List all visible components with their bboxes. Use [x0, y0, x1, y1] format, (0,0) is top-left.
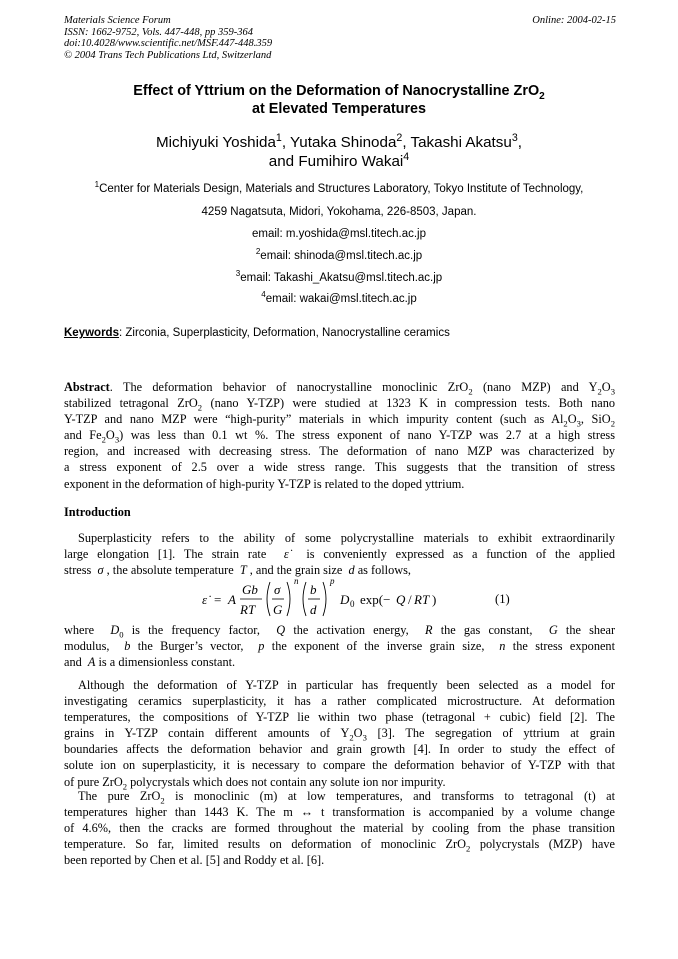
svg-text:Q: Q	[396, 592, 406, 607]
section-heading-introduction: Introduction	[64, 505, 131, 519]
keywords-label: Keywords	[64, 327, 119, 339]
svg-text:A: A	[228, 592, 236, 607]
svg-text:D: D	[340, 592, 350, 607]
svg-text:RT: RT	[240, 602, 256, 617]
svg-text:0: 0	[350, 599, 355, 609]
affiliation-line1: $^1$Center for Materials Design, Materials and Structures Laboratory, Tokyo Institute of Technology,	[94, 180, 584, 195]
email-3: $^3$email: Takashi_Akatsu@msl.titech.ac.jp	[235, 269, 443, 284]
svg-text:RT: RT	[414, 592, 430, 607]
abstract: Abstract. The deformation behavior of nanocrystalline monoclinic ZrO$_2$ (nano MZP) and $Y_2O_3$ stabilized tetragonal ZrO$_2$ (nano Y-TZP) were studied at 1323 K in compression tests. Both nano Y-TZP and nano MZP were “high-purity” materials in which impurity content (such as $Al_2O_3$, SiO$_2$ and $Fe_2O_3$) was less than 0.1 wt %. The stress exponent of nano Y-TZP was 2.7 at a high stress region, and increased with decreasing stress. The deformation of nano MZP was characterized by a stress exponent of 2.5 over a wide stress range. This suggests that the transition of stress exponent in the deformation of high-purity Y-TZP is related to the doped yttrium.	[64, 380, 615, 491]
svg-text:=: =	[214, 592, 222, 607]
intro-paragraph-3: Although the deformation of Y-TZP in particular has frequently been selected as a model for investigating ceramics superplasticity, it has a rather complicated microstructure. At deformation temperatures, the compositions of Y-TZP lie within two phase (tetragonal + cubic) field [2]. The grains in Y-TZP contain different amounts of $Y_2O_3$ [3]. The segregation of yttrium at grain boundaries affects the deformation behavior and grain growth [4]. In order to study the effect of solute ion on superplasticity, it is necessary to compare the deformation behavior of Y-TZP with that of pure ZrO$_2$ polycrystals which does not contain any solute ion nor impurity.	[64, 678, 615, 792]
svg-text:n: n	[294, 576, 299, 586]
email-4: $^4$email: wakai@msl.titech.ac.jp	[261, 290, 417, 305]
svg-text:G: G	[273, 602, 283, 617]
svg-text:): )	[432, 592, 437, 607]
svg-text:Gb: Gb	[242, 582, 258, 597]
keywords: Keywords: Zirconia, Superplasticity, Deformation, Nanocrystalline ceramics	[64, 327, 450, 339]
email-2: $^2$email: shinoda@msl.titech.ac.jp	[255, 247, 423, 262]
authors: Michiyuki Yoshida$^1$, Yutaka Shinoda$^2$, Takashi Akatsu$^3$, and Fumihiro Wakai$^4$	[156, 131, 522, 170]
paper-title: Effect of Yttrium on the Deformation of Nanocrystalline ZrO$_2$ at Elevated Temperatures	[133, 83, 545, 117]
email-1: email: m.yoshida@msl.titech.ac.jp	[251, 228, 426, 240]
svg-text:d: d	[310, 602, 317, 617]
intro-paragraph-4: The pure ZrO$_2$ is monoclinic (m) at low temperatures, and transforms to tetragonal (t) at temperatures higher than 1443 K. The m ↔ t transformation is accompanied by a volume change of 4.6%, then the cracks are formed throughout the material by cooling from the phase transition temperature. So far, limited results on deformation of monoclinic ZrO$_2$ polycrystals (MZP) have been reported by Chen et al. [5] and Roddy et al. [6].	[64, 789, 616, 868]
svg-text:σ: σ	[274, 582, 281, 597]
journal-header	[64, 15, 616, 61]
svg-text:ε̇: ε̇	[202, 592, 208, 607]
intro-paragraph-1: Superplasticity refers to the ability of some polycrystalline materials to exhibit extraordinarily large elongation [1]. The strain rate ε̇ is conveniently expressed as a function of the applied stress σ , the absolute temperature T , and the grain size d as follows,	[64, 531, 616, 578]
svg-text:exp(−: exp(−	[360, 592, 391, 607]
strain-rate-equation	[200, 574, 490, 620]
equation-number: (1)	[495, 592, 510, 606]
equation-1	[200, 574, 620, 620]
issn: ISSN: 1662-9752, Vols. 447-448, pp 359-364	[64, 26, 253, 38]
svg-text:b: b	[310, 582, 317, 597]
doi: doi:10.4028/www.scientific.net/MSF.447-448.359	[64, 38, 273, 50]
online-date: Online: 2004-02-15	[532, 15, 616, 26]
intro-paragraph-2: where $D_0$ is the frequency factor, Q the activation energy, R the gas constant, G the shear modulus, b the Burger’s vector, p the exponent of the inverse grain size, n the stress exponent and A is a dimensionless constant.	[64, 623, 616, 670]
copyright: © 2004 Trans Tech Publications Ltd, Switzerland	[64, 49, 272, 61]
svg-text:p: p	[330, 576, 335, 586]
affiliation-line2: 4259 Nagatsuta, Midori, Yokohama, 226-8503, Japan.	[201, 206, 477, 218]
svg-text:/: /	[408, 592, 412, 607]
journal-name: Materials Science Forum	[64, 15, 171, 26]
